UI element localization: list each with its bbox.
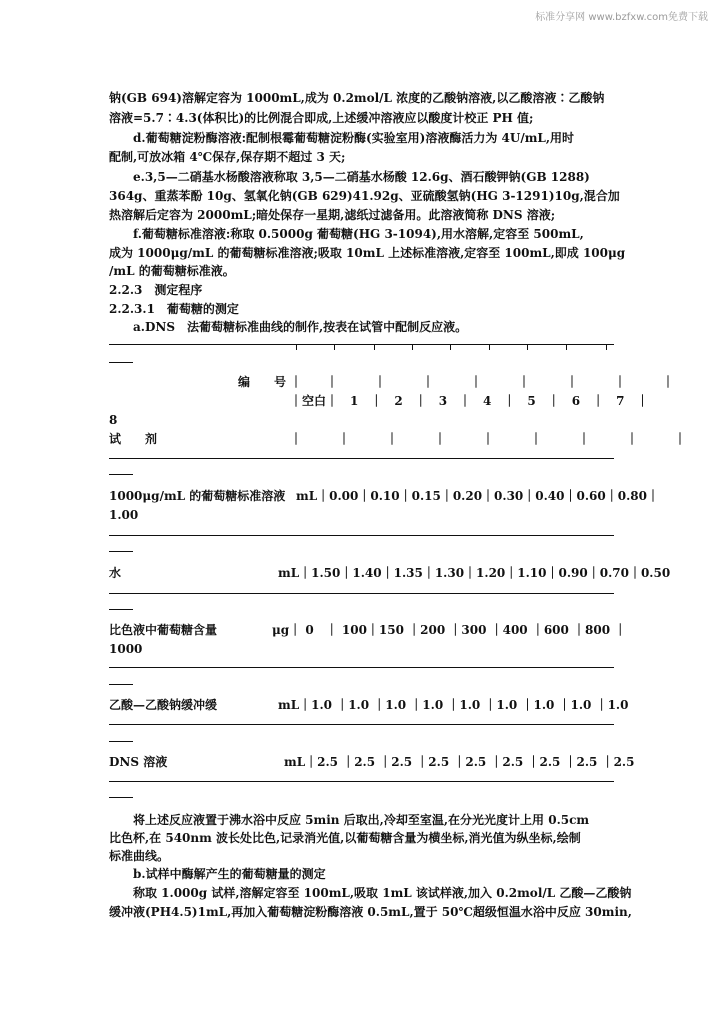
table-rule — [109, 344, 614, 345]
table-dash — [109, 741, 133, 742]
table-dash — [109, 362, 133, 363]
row-values: μg｜ 0 ｜ 100｜150 ｜200 ｜300 ｜400 ｜600 ｜800 ｜ — [272, 623, 627, 637]
rule-tick — [296, 344, 297, 350]
watermark: 标准分享网 www.bzfxw.com免费下载 — [535, 12, 708, 23]
row-label: 乙酸—乙酸钠缓冲缓 — [109, 698, 218, 712]
table-dash — [109, 551, 133, 552]
para-after-line2: 比色杯,在 540nm 波长处比色,记录消光值,以葡萄糖含量为横坐标,消光值为纵坐标,绘制 — [109, 831, 581, 845]
table-rule — [109, 724, 614, 725]
table-rule — [109, 667, 614, 668]
item-e-line1: e.3,5—二硝基水杨酸溶液称取 3,5—二硝基水杨酸 12.6g、酒石酸钾钠(GB 1288) — [133, 170, 590, 184]
rule-tick — [606, 344, 607, 350]
para-b-line1: 称取 1.000g 试样,溶解定容至 100mL,吸取 1mL 该试样液,加入 0.2mol/L 乙酸—乙酸钠 — [133, 886, 632, 900]
rule-tick — [527, 344, 528, 350]
rule-tick — [412, 344, 413, 350]
header-columns: ｜空白｜ 1 ｜ 2 ｜ 3 ｜ 4 ｜ 5 ｜ 6 ｜ 7 ｜ — [290, 394, 649, 408]
rule-tick — [374, 344, 375, 350]
table-rule — [109, 593, 614, 594]
header-bars: ｜ ｜ ｜ ｜ ｜ ｜ ｜ ｜ ｜ — [290, 375, 675, 389]
header-bianhao: 编 号 — [238, 375, 287, 389]
row-label: 水 — [109, 566, 122, 580]
table-rule — [109, 535, 614, 536]
row-last-value: 1.00 — [109, 508, 139, 522]
header-shiji: 试 剂 — [109, 432, 158, 446]
table-rule — [109, 458, 614, 459]
row-values: mL｜0.00｜0.10｜0.15｜0.20｜0.30｜0.40｜0.60｜0.80｜ — [296, 489, 659, 503]
row-last-value: 1000 — [109, 642, 143, 656]
rule-tick — [566, 344, 567, 350]
subsection-heading: 2.2.3.1 葡萄糖的测定 — [109, 302, 239, 316]
table-dash — [109, 797, 133, 798]
header-shiji-bars: ｜ ｜ ｜ ｜ ｜ ｜ ｜ ｜ ｜ — [290, 432, 687, 446]
row-values: mL｜1.0 ｜1.0 ｜1.0 ｜1.0 ｜1.0 ｜1.0 ｜1.0 ｜1.0 ｜1.0 — [278, 698, 629, 712]
item-d-line1: d.葡萄糖淀粉酶溶液:配制根霉葡萄糖淀粉酶(实验室用)溶液酶活力为 4U/mL,用时 — [133, 131, 575, 145]
row-values: mL｜1.50｜1.40｜1.35｜1.30｜1.20｜1.10｜0.90｜0.70｜0.50 — [278, 566, 671, 580]
item-a: a.DNS 法葡萄糖标准曲线的制作,按表在试管中配制反应液。 — [133, 320, 468, 334]
item-d-line2: 配制,可放冰箱 4℃保存,保存期不超过 3 天; — [109, 150, 346, 164]
item-e-line2: 364g、重蒸苯酚 10g、氢氧化钠(GB 629)41.92g、亚硫酸氢钠(HG 3-1291)10g,混合加 — [109, 189, 620, 203]
item-f-line2: 成为 1000μg/mL 的葡萄糖标准溶液;吸取 10mL 上述标准溶液,定容至 100mL,即成 100μg — [109, 246, 626, 260]
row-label: 比色液中葡萄糖含量 — [109, 623, 218, 637]
para-b-line2: 缓冲液(PH4.5)1mL,再加入葡萄糖淀粉酶溶液 0.5mL,置于 50℃超级恒温水浴中反应 30min, — [109, 905, 632, 919]
para-after-line3: 标准曲线。 — [109, 849, 170, 863]
item-b: b.试样中酶解产生的葡萄糖量的测定 — [133, 867, 326, 881]
row-label: DNS 溶液 — [109, 755, 168, 769]
table-dash — [109, 684, 133, 685]
table-rule — [109, 781, 614, 782]
rule-tick — [334, 344, 335, 350]
rule-tick — [489, 344, 490, 350]
item-f-line1: f.葡萄糖标准溶液:称取 0.5000g 葡萄糖(HG 3-1094),用水溶解,定容至 500mL, — [133, 227, 584, 241]
item-e-line3: 热溶解后定容为 2000mL;暗处保存一星期,滤纸过滤备用。此溶液简称 DNS 溶液; — [109, 208, 556, 222]
rule-tick — [450, 344, 451, 350]
section-heading: 2.2.3 测定程序 — [109, 283, 203, 297]
item-f-line3: /mL 的葡萄糖标准液。 — [109, 264, 235, 278]
table-dash — [109, 609, 133, 610]
para1-line2: 溶液=5.7∶4.3(体积比)的比例混合即成,上述缓冲溶液应以酸度计校正 PH 值; — [109, 111, 534, 125]
header-col-8: 8 — [109, 413, 118, 427]
row-values: mL｜2.5 ｜2.5 ｜2.5 ｜2.5 ｜2.5 ｜2.5 ｜2.5 ｜2.5 ｜2.5 — [284, 755, 635, 769]
row-label: 1000μg/mL 的葡萄糖标准溶液 — [109, 489, 286, 503]
para1-line1: 钠(GB 694)溶解定容为 1000mL,成为 0.2mol/L 浓度的乙酸钠溶液,以乙酸溶液∶乙酸钠 — [109, 91, 605, 105]
table-dash — [109, 474, 133, 475]
para-after-line1: 将上述反应液置于沸水浴中反应 5min 后取出,冷却至室温,在分光光度计上用 0.5cm — [133, 813, 590, 827]
